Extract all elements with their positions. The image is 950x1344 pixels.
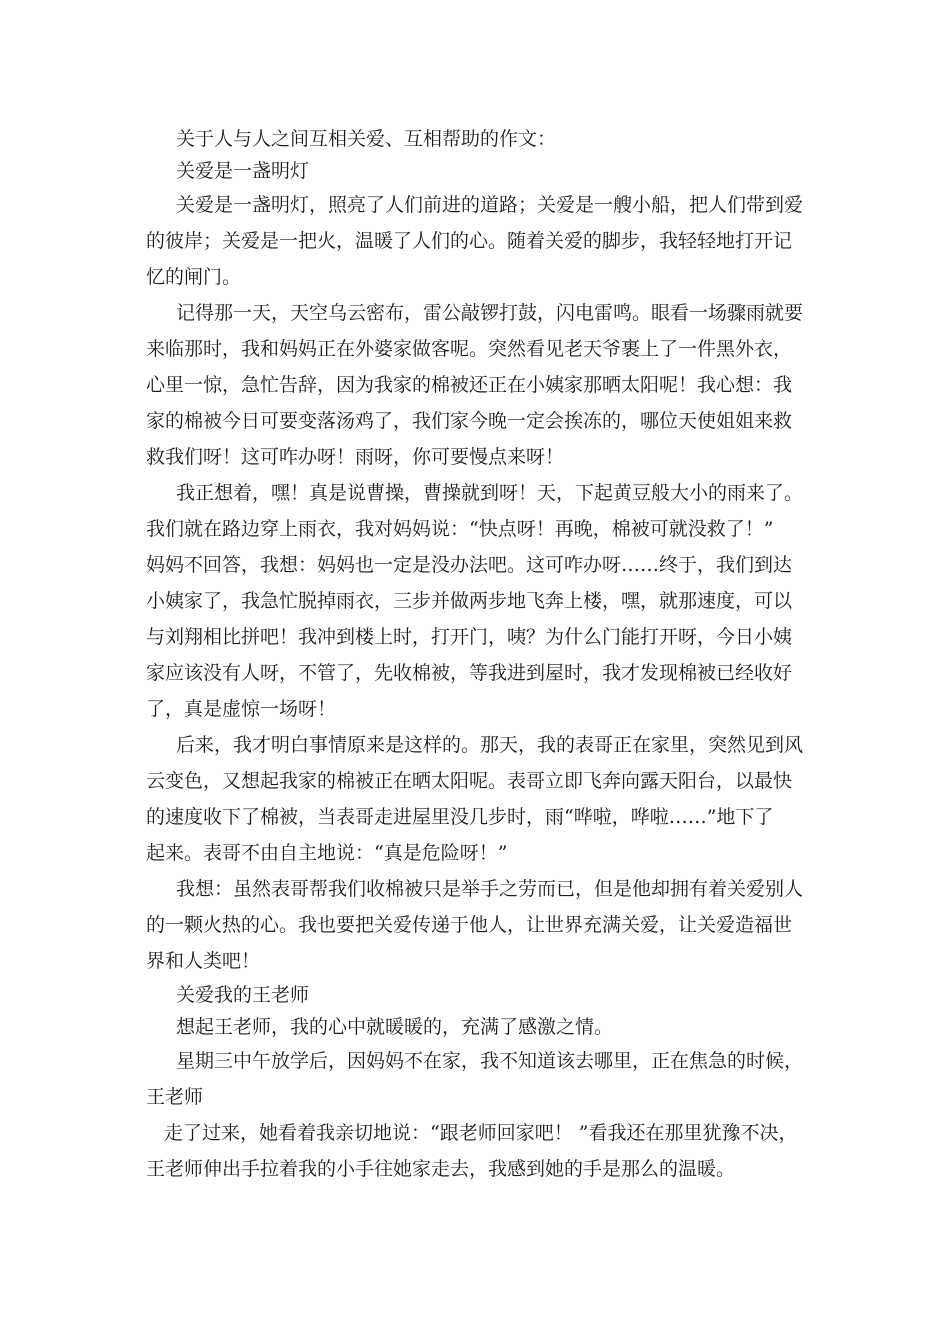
paragraph-line: 王老师伸出手拉着我的小手往她家走去，我感到她的手是那么的温暖。 [146, 1158, 736, 1180]
essay1-paragraph-4 [146, 727, 812, 871]
paragraph-line: 小姨家了，我急忙脱掉雨衣，三步并做两步地飞奔上楼，嘿，就那速度，可以 [146, 590, 793, 612]
paragraph-line: 的一颗火热的心。我也要把关爱传递于他人，让世界充满关爱，让关爱造福世 [146, 914, 793, 936]
paragraph-line: 我想：虽然表哥帮我们收棉被只是举手之劳而已，但是他却拥有着关爱别人 [176, 878, 804, 900]
paragraph-line: 的速度收下了棉被，当表哥走进屋里没几步时，雨“哗啦，哗啦……”地下了 [146, 806, 774, 828]
paragraph-line: 忆的闸门。 [146, 266, 242, 288]
paragraph-line: 记得那一天，天空乌云密布，雷公敲锣打鼓，闪电雷鸣。眼看一场骤雨就要 [176, 302, 804, 324]
paragraph-line: 起来。表哥不由自主地说：“真是危险呀！” [146, 842, 508, 864]
essay1-paragraph-5 [146, 871, 812, 979]
paragraph-line: 心里一惊，急忙告辞，因为我家的棉被还正在小姨家那晒太阳呢！我心想：我 [146, 374, 793, 396]
paragraph-line: 界和人类吧！ [146, 950, 261, 972]
paragraph-line: 与刘翔相比拼吧！我冲到楼上时，打开门，咦？为什么门能打开呀，今日小姨 [146, 626, 793, 648]
essay2-paragraph-1 [146, 1011, 812, 1043]
essay2-paragraph-2 [146, 1043, 812, 1115]
paragraph-line: 家应该没有人呀，不管了，先收棉被，等我进到屋时，我才发现棉被已经收好 [146, 662, 793, 684]
paragraph-line: 我们就在路边穿上雨衣，我对妈妈说：“快点呀！再晚，棉被可就没救了！” [146, 518, 774, 540]
paragraph-line: 我正想着，嘿！真是说曹操，曹操就到呀！天，下起黄豆般大小的雨来了。 [176, 482, 804, 504]
paragraph-line: 后来，我才明白事情原来是这样的。那天，我的表哥正在家里，突然见到风 [176, 734, 804, 756]
essay1-title: 关爱是一盏明灯 [176, 160, 310, 182]
essay1-paragraph-2 [146, 295, 812, 475]
paragraph-line: 云变色，又想起我家的棉被正在晒太阳呢。表哥立即飞奔向露天阳台，以最快 [146, 770, 793, 792]
paragraph-line: 救我们呀！这可咋办呀！雨呀，你可要慢点来呀！ [146, 446, 565, 468]
essay1-paragraph-1 [146, 187, 812, 295]
paragraph-line: 妈妈不回答，我想：妈妈也一定是没办法吧。这可咋办呀……终于，我们到达 [146, 554, 793, 576]
paragraph-line: 关爱是一盏明灯，照亮了人们前进的道路；关爱是一艘小船，把人们带到爱 [176, 194, 804, 216]
intro-heading: 关于人与人之间互相关爱、互相帮助的作文： [176, 128, 557, 150]
essay2-paragraph-3 [146, 1115, 812, 1187]
paragraph-line: 来临那时，我和妈妈正在外婆家做客呢。突然看见老天爷裹上了一件黑外衣， [146, 338, 793, 360]
paragraph-line: 的彼岸；关爱是一把火，温暖了人们的心。随着关爱的脚步，我轻轻地打开记 [146, 230, 793, 252]
document-body [146, 123, 812, 1187]
essay1-paragraph-3 [146, 475, 812, 727]
paragraph-line: 家的棉被今日可要变落汤鸡了，我们家今晚一定会挨冻的，哪位天使姐姐来救 [146, 410, 793, 432]
paragraph-line: 想起王老师，我的心中就暖暖的，充满了感激之情。 [176, 1016, 614, 1038]
paragraph-line: 星期三中午放学后，因妈妈不在家，我不知道该去哪里，正在焦急的时候， [176, 1050, 804, 1072]
essay2-title: 关爱我的王老师 [176, 984, 310, 1006]
paragraph-line: 了，真是虚惊一场呀！ [146, 698, 337, 720]
paragraph-line: 王老师 [146, 1086, 204, 1108]
paragraph-line: 走了过来，她看着我亲切地说：“跟老师回家吧！ ”看我还在那里犹豫不决， [164, 1122, 798, 1144]
